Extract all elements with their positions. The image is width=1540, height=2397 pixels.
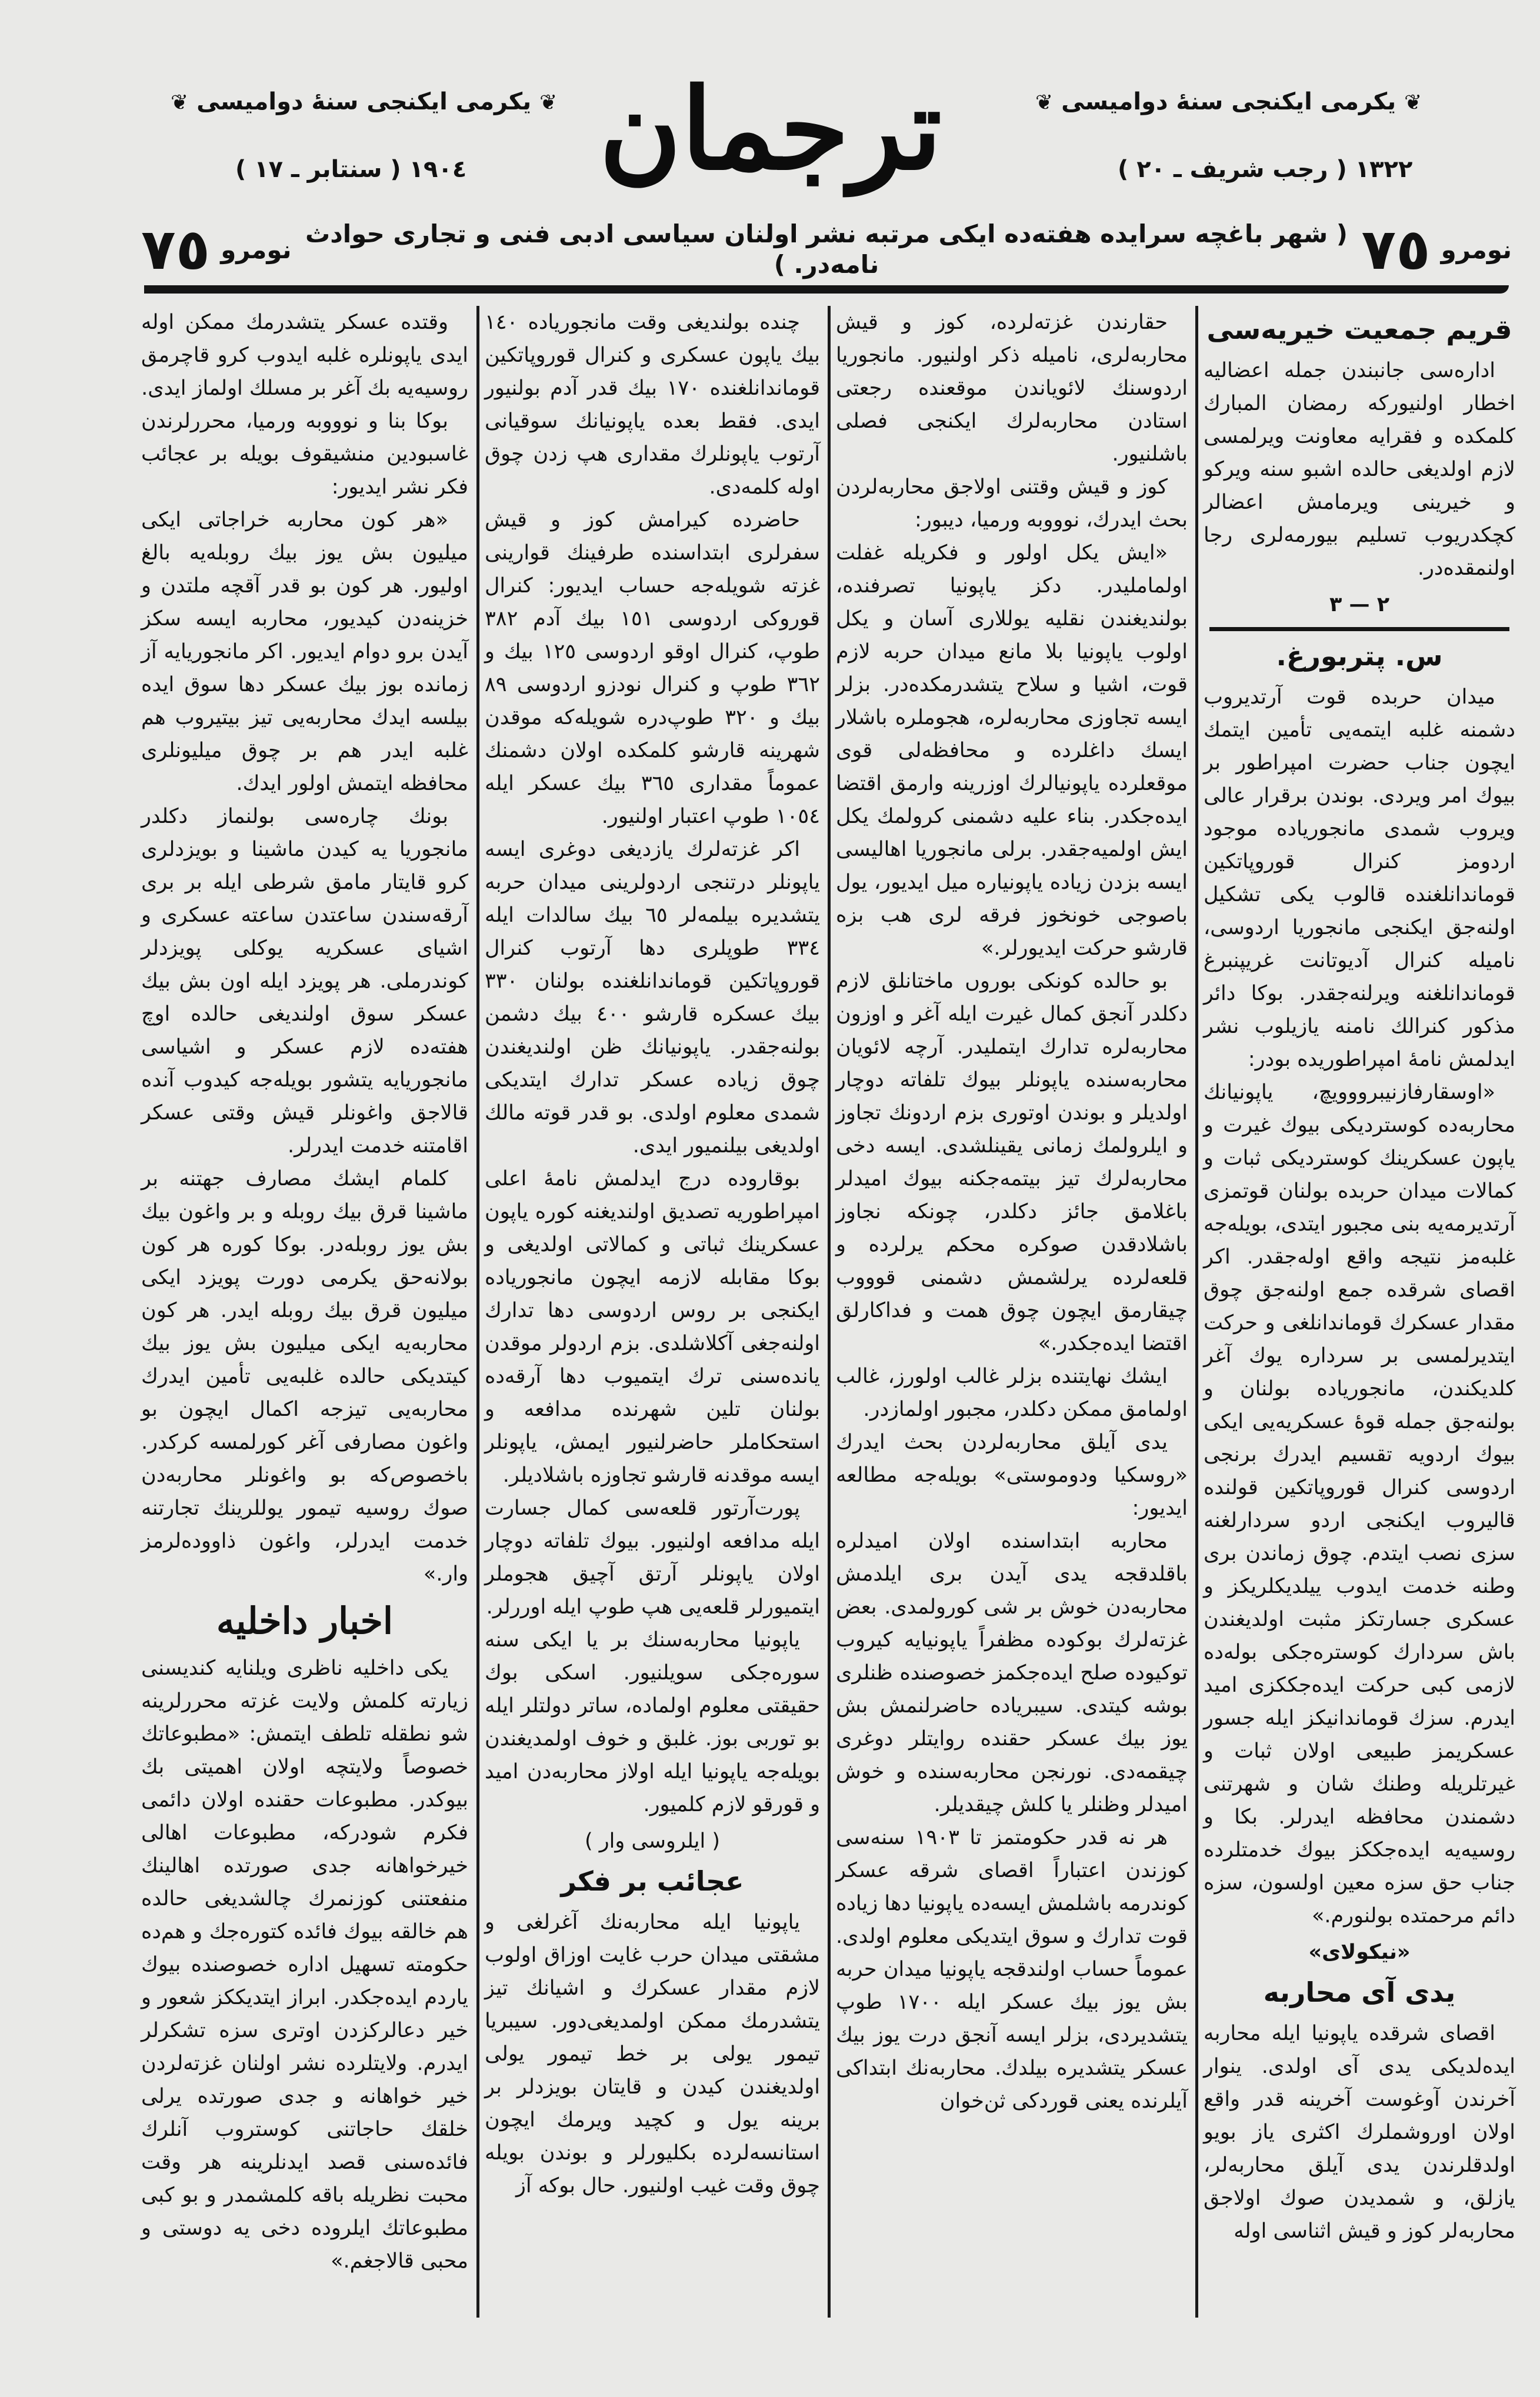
article-paragraph: اكر غزته‌لرك يازديغی دوغری ايسه‌ ياپونلر درتنجی اردولرينی ميدان حربه يتشديره بيلمه‌لر ٦٥ بيك سالدات ايله ٣٣٤ طوپلری دها آرتوب كنرال قوروپاتكين قوماندانلغنده بولنان ٣٣٠ بيك عسكره قارشو ٤٠٠ بيك دشمن بولنه‌جقدر. ياپونيانك ظن اولنديغندن چوق زياده عسكر تدارك ايتديكی شمدی معلوم اولدی. بو قدر قوته مالك اولديغی بيلنميور ايدی. [485, 838, 820, 1158]
hijri-date: ١٣٢٢ ( رجب شريف ـ ٢٠ ) [1118, 156, 1413, 183]
newspaper-title: ترجمان [599, 64, 942, 195]
article-paragraph: اقصای شرقده ياپونيا ايله محاربه ايده‌لديكی يدی آی اولدی. ينوار آخرندن آوغوست آخرينه قدر واقع اولان اوروشملرك اكثری ياز بويو اولدقلرندن يدی آيلق محاربه‌لر، يازلق، و شمديدن صوك اولاجق محاربه‌لر كوز و قيش اثناسی اوله [1204, 2022, 1515, 2243]
article-paragraph: ميدان حربده قوت آرتديروب دشمنه غلبه ايتمه‌يی تأمين ايتمك ايچون جناب حضرت امپراطور بر بيوك امر ويردی. بوندن برقرار عالی ويروب شمدی مانجورياده موجود اردومز كنرال قوروپاتكين قوماندانلغنده قالوب يكی تشكيل اولنه‌جق ايكنجی مانجوريا اردوسی، ناميله كنرال آديوتانت غريپنبرغ قوماندانلغنه ويرلنه‌جقدر. بوكا دائر مذكور كنرالك نامنه يازيلوب نشر ايدلمش نامهٔ امپراطوريده بودر: [1204, 685, 1515, 1071]
column-divider [828, 306, 831, 2318]
article-paragraph: بوكا بنا و نوووبه ورميا، محررلرندن غاسبودين منشيقوف بويله بر عجائب فكر نشر ايديور: [141, 409, 468, 499]
article-paragraph: ياپونيا محاربه‌سنك بر يا ايكی سنه سوره‌جكی سويلنيور. اسكی بوك حقيقتی معلوم اولماده، ساتر دولتلر ايله بو توربی بوز. غلبق و خوف اولمديغندن بويله‌جه ياپونيا ايله اولاز محاربه‌دن اميد و قورقو لازم كلميور. [485, 1628, 820, 1816]
article-heading: س. پتربورغ. [1276, 640, 1443, 672]
article-paragraph: «ايش يكل اولور و فكريله غفلت اولماملیدر. دكز ياپونيا تصرفنده، بولنديغندن نقليه يوللاری آسان و يكل اولوب ياپونيا بلا مانع ميدان حربه لازم قوت، اشيا و سلاح يتشدرمكده‌در. بزلر ايسه تجاوزی محاربه‌لره، هجوملره باشلار ايسك داغلرده و محافظه‌لی قوی موقعلرده ياپونيالرك اوزرينه وارمق اقتضا ايده‌جكدر. بناء عليه دشمنی كرولمك يكل ايش اولميه‌جقدر. برلی مانجوريا اهاليسی ايسه بزدن زياده ياپونياره ميل ايديور، يول باصوجی خونخوز فرقه لری هب بزه قارشو حركت ايديورلر.» [836, 541, 1188, 960]
masthead-rule [144, 285, 1509, 294]
year-text: يكرمی ايكنجی سنهٔ دواميسی [196, 88, 532, 115]
column-4 [141, 306, 468, 2278]
article-paragraph: حقارندن غزته‌لرده، كوز و قيش محاربه‌لری، ناميله ذكر اولنيور. مانجوريا اردوسنك لائوياندن موقعنده رجعتی استادن محاربه‌لرك ايكنجی فصلی باشلنيور. [836, 311, 1188, 466]
issue-number: ٧٥ [141, 216, 211, 282]
gregorian-date: ١٩٠٤ ( سنتابر ـ ١٧ ) [235, 156, 467, 183]
article-paragraph: بونك چاره‌سی بولنماز دكلدر مانجوريا يه كيدن ماشينا و بويزدلری كرو قايتار مامق شرطی ايله بر برى آرقه‌سندن ساعتدن ساعته عسكری و اشيای عسكريه يوكلی پويزدلر كوندرملی. هر پويزد ايله اون بش بيك عسكر سوق اولنديغی حالده اوچ هفته‌ده لازم عسكر و اشياسی مانجوريايه يتشور بويله‌جه كيدوب آنده قالاجق واغونلر قيش وقتی عسكر اقامتنه خدمت ايدرلر. [141, 805, 468, 1158]
year-text: يكرمی ايكنجی سنهٔ دواميسی [1061, 88, 1396, 115]
ornament-icon: ❦ [539, 91, 558, 115]
article-paragraph: ايشك نهايتنده بزلر غالب اولورز، غالب اولمامق ممكن دكلدر، مجبور اولمازدر. [836, 1365, 1188, 1421]
signature: «نيكولای» [1308, 1941, 1411, 1964]
article-paragraph: حاضرده كيرامش كوز و قيش سفرلری ابتداسنده طرفينك قوارينی غزته شويله‌جه حساب ايديور: كنرال قوروكی اردوسی ١٥١ بيك آدم ٣٨٢ طوپ، كنرال اوقو اردوسی ١٢٥ بيك و ٣٦٢ طوپ و كنرال نودزو اردوسی ٨٩ بيك و ٣٢٠ طوپ‌دره شويله‌كه موقدن شهرينه قارشو كلمكده اولان دشمنك عموماً مقداری ٣٦٥ بيك عسكر ايله ١٠٥٤ طوپ اعتبار اولنيور. [485, 508, 821, 828]
article-paragraph: «هر كون محاربه خراجاتی ايكی ميليون بش يوز بيك روبله‌يه بالغ اوليور. هر كون بو قدر آقچه ملتدن و خزينه‌دن كيديور، محاربه ايسه سكز آيدن برو دوام ايديور. اكر مانجوريايه آز زمانده بوز بيك عسكر دها سوق ايده بيلسه ايدك محاربه‌يی تيز بيتيروب هم غلبه ايدر هم بر چوق ميليونلری محافظه ايتمش اولور ايدك. [141, 508, 468, 795]
year-label-left [171, 88, 557, 115]
article-paragraph: وقتده عسكر يتشدرمك ممكن اوله ايدی ياپونلره غلبه ايدوب كرو قاچرمق روسيه‌يه بك آغر بر مسلك اولماز ايدی. [141, 311, 468, 400]
article-paragraph: بوقاروده درج ايدلمش نامهٔ اعلی امپراطوريه تصديق اولنديغنه كوره ياپون عسكرينك ثباتی و كمالاتی اولديغی و بوكا مقابله لازمه ايچون مانجورياده ايكنجی بر روس اردوسی دها تدارك اولنه‌جغی آكلاشلدی. بزم اردولر موقدن يانده‌سنی ترك ايتميوب دها آرقه‌ده بولنان تلين شهرنده مدافعه و استحكاملر حاضرلنيور ايمش، ياپونلر ايسه موقدنه قارشو تجاوزه باشلاديلر. [485, 1167, 820, 1487]
article-paragraph: محاربه ابتداسنده اولان اميدلره باقلدقجه يدی آيدن بری ايلدمش محاربه‌دن خوش بر شی كورولمدی. بعض غزته‌لرك بوكوده مظفراً ياپونيايه كيروب توكيوده صلح ايده‌جكمز خصوصنده ظنلری بوشه كيتدی. سيبرياده حاضرلنمش بش يوز بيك عسكر حقنده روايتلر دوغری چيقمه‌دی. نورنجن محاربه‌سنده و خوش اميدلر وظنلر يا كلش چيقديلر. [836, 1529, 1188, 1816]
issue-number-label: نومرو [1441, 235, 1512, 264]
issue-strapline [141, 216, 1512, 282]
ornament-icon: ❦ [1404, 91, 1422, 115]
section-heading: اخبار داخليه [216, 1599, 394, 1642]
column-3 [485, 306, 820, 2202]
article-heading: عجائب بر فكر [561, 1865, 744, 1897]
article-paragraph: «اوسقارفازنيبرووويچ، ياپونيانك محاربه‌ده كوستردیكی بيوك غيرت و ياپون عسكرينك كوستردیكی ثبات و كمالات ميدان حربده بولنان قوتمزی آرتديرمه‌يه بنی مجبور ايتدی، بويله‌جه غلبه‌مز نتيجه واقع اوله‌جقدر. اكر اقصای شرقده جمع اولنه‌جق چوق مقدار عسكرك قوماندانلغی و حركت ايتديرلمسی بر سرداره يوك آغر كلديكندن، مانجورياده بولنان و بولنه‌جق جمله قوهٔ عسكريه‌يی ايكی بيوك اردويه تقسيم ايدرك برنجی اردوسی كنرال قوروپاتكين قولنده قاليروب ايكنجی اردو سردارلغنه سزی نصب ايتدم. چوق زماندن بری وطنه خدمت ايدوب ييلديكلريكز و عسكری جسارتكز مثبت اولديغندن باش سردارك كوستره‌جكی بوله‌ده لازمی كبی حركت ايده‌جككزی اميد ايدرم. سزك قوماندانيكز ايله جسور عسكريمز طبيعی اولان ثبات و غيرتلريله وطنك شان و شهرتنی دشمندن محافظه ايدرلر. بكا و روسيه‌يه ايده‌جككز بيوك خدمتلرده جناب حق سزه معين اولسون، سزه دائم مرحمتده بولنورم.» [1204, 1081, 1515, 1928]
column-divider [1195, 306, 1198, 2318]
article-paragraph: ياپونيا ايله محاربه‌نك آغرلغی و مشقتی ميدان حرب غايت اوزاق اولوب لازم مقدار عسكرك و اشيانك تيز يتشدرمك ممكن اولمديغی‌دور. سيبريا تيمور يولی بر خط تيمور يولی اولديغندن كيدن و قايتان بويزدلر بر برينه يول و كچيد ويرمك ايچون استانسه‌لرده بكليورلر و بوندن بويله چوق وقت غيب اولنيور. حال بوكه آز [485, 1911, 820, 2198]
ornament-icon: ❦ [1035, 91, 1054, 115]
column-2 [836, 306, 1188, 2118]
strapline-text: ( شهر باغچه سرايده هفته‌ده ايكی مرتبه نشر اولنان سياسی ادبی فنی و تجاری حوادث نامه‌در. ) [305, 219, 1348, 279]
article-paragraph: هر نه قدر حكومتمز تا ١٩٠٣ سنه‌سی كوزندن اعتباراً اقصای شرقه عسكر كوندرمه باشلمش ايسه‌ده ياپونيا دها زياده قوت تدارك و سوق ايتديكی معلوم اولدی. عموماً حساب اولندقجه ياپونيا ميدان حربه بش يوز بيك عسكر ايله ١٧٠٠ طوپ يتشديردی، بزلر ايسه آنجق درت يوز بيك عسكر يتشديره بيلدك. محاربه‌نك ابتداكی آيلرنده يعنی قوردكی ثن‌خوان [836, 1826, 1188, 2113]
column-divider [476, 306, 479, 2318]
column-1 [1204, 306, 1515, 2248]
article-paragraph: يدی آيلق محاربه‌لردن بحث ايدرك «روسكيا ودوموستی» بويله‌جه مطالعه ايديور: [836, 1431, 1188, 1520]
issue-number-label: نومرو [221, 235, 292, 264]
article-paragraph: يكی داخليه ناظری ويلنايه كنديسنی زيارته كلمش ولايت غزته محررلرينه شو نطقله تلطف ايتمش: «مطبوعاتك خصوصاً ولايتچه اولان اهميتی بك بيوكدر. مطبوعات حقنده اولان دائمی فكرم شودركه، مطبوعات اهالی خيرخواهانه جدی صورتده اهالينك منفعتنی كوزنمرك چالشديغی حالده هم خالقه بيوك فائده كتوره‌جك و هم‌ده حكومته تسهيل اداره خصوصنده بيوك ياردم ايده‌جكدر. ابراز ايتديككز شعور و خير دعالركزدن اوتری سزه تشكرلر ايدرم. ولايتلرده نشر اولنان غزته‌لردن خير خواهانه و جدی صورتده يرلی خلقك حاجاتنی كوستروب آنلرك فائده‌سنی قصد ايدنلرينه هر وقت محبت نظريله باقه كلمشمدر و بو كبی مطبوعاتك ايلروده دخی يه دوستی و محبی قالاجغم.» [141, 1656, 468, 2273]
article-heading: قريم جمعيت خيريه‌سی [1206, 314, 1512, 345]
article-paragraph: پورت‌آرتور قلعه‌سی كمال جسارت ايله مدافعه اولنيور. بيوك تلفاته دوچار اولان ياپونلر آرتق آچيق هجوملر ايتميورلر قلعه‌يی هپ طوپ ايله اوررلر. [485, 1496, 820, 1619]
article-heading: يدی آی محاربه [1263, 1976, 1456, 2008]
continued-note: ( ايلروسی وار ) [585, 1829, 720, 1853]
article-paragraph: بو حالده كونكی بوروں ماختانلق لازم دكلدر آنجق كمال غيرت ايله آغر و اوزون محاربه‌لره تدارك ايتمليدر. آرچه لائويان محاربه‌سنده ياپونلر بيوك تلفاته دوچار اولديلر و بوندن اوتوری بزم اردونك تجاوز و ايلرولمك زمانی يقينلشدی. ايسه دخی محاربه‌لرك تيز بيتمه‌جكنه بيوك اميدلر باغلامق جائز دكلدر، چونكه نجاوز باشلادقدن صوكره محكم يرلرده و قلعه‌لرده يرلشمش دشمنی قوووب چيقارمق ايچون چوق همت و فداكارلق اقتضا ايده‌جكدر.» [836, 969, 1188, 1355]
ornament-icon: ❦ [171, 91, 189, 115]
section-rule [1209, 627, 1509, 631]
article-paragraph: كلمام ايشك مصارف جهتنه بر ماشينا قرق بيك روبله و بر واغون بيك بش يوز روبله‌در. بوكا كوره هر كون بولانه‌حق يكرمی دورت پويزد ايكی ميليون قرق بيك روبله ايدر. هر كون محاربه‌يه ايكی ميليون بش يوز بيك كيتديكی حالده غلبه‌يی تأمين ايدرك محاربه‌يی تيزجه اكمال ايچون بو واغون مصارفی آغر كورلمسه كركدر. باخصوص‌كه بو واغونلر محاربه‌دن صوك روسيه تيمور يوللرينك تجارتنه خدمت ايدرلر، واغون ذاووده‌لرمز وار.» [141, 1167, 468, 1586]
issue-number: ٧٥ [1361, 216, 1431, 282]
article-paragraph: چنده بولنديغی وقت مانجورياده ١٤٠ بيك ياپون عسكری و كنرال قوروپاتكين قوماندانلغنده ١٧٠ بيك قدر آدم بولنيور ايدی. فقط بعده ياپونيانك سوقيانی آرتوب ياپونلرك مقداری هپ زدن چوق اوله كلمه‌دی. [485, 311, 820, 499]
article-paragraph: كوز و قيش وقتنی اولاجق محاربه‌لردن بحث ايدرك، نوووبه ورميا، ديبور: [836, 475, 1188, 532]
signature: ٢ — ٣ [1329, 593, 1390, 616]
article-paragraph: اداره‌سی جانبندن جمله اعضاليه اخطار اولنيوركه رمضان المبارك كلمكده و فقرايه معاونت ويرلمسی لازم اولديغی حالده اشبو سنه ويركو و خيرينی ويرمامش اعضالر كچكدريوب تسليم بيورمه‌لری رجا اولنمقده‌در. [1204, 359, 1515, 580]
year-label-right [1035, 88, 1422, 115]
